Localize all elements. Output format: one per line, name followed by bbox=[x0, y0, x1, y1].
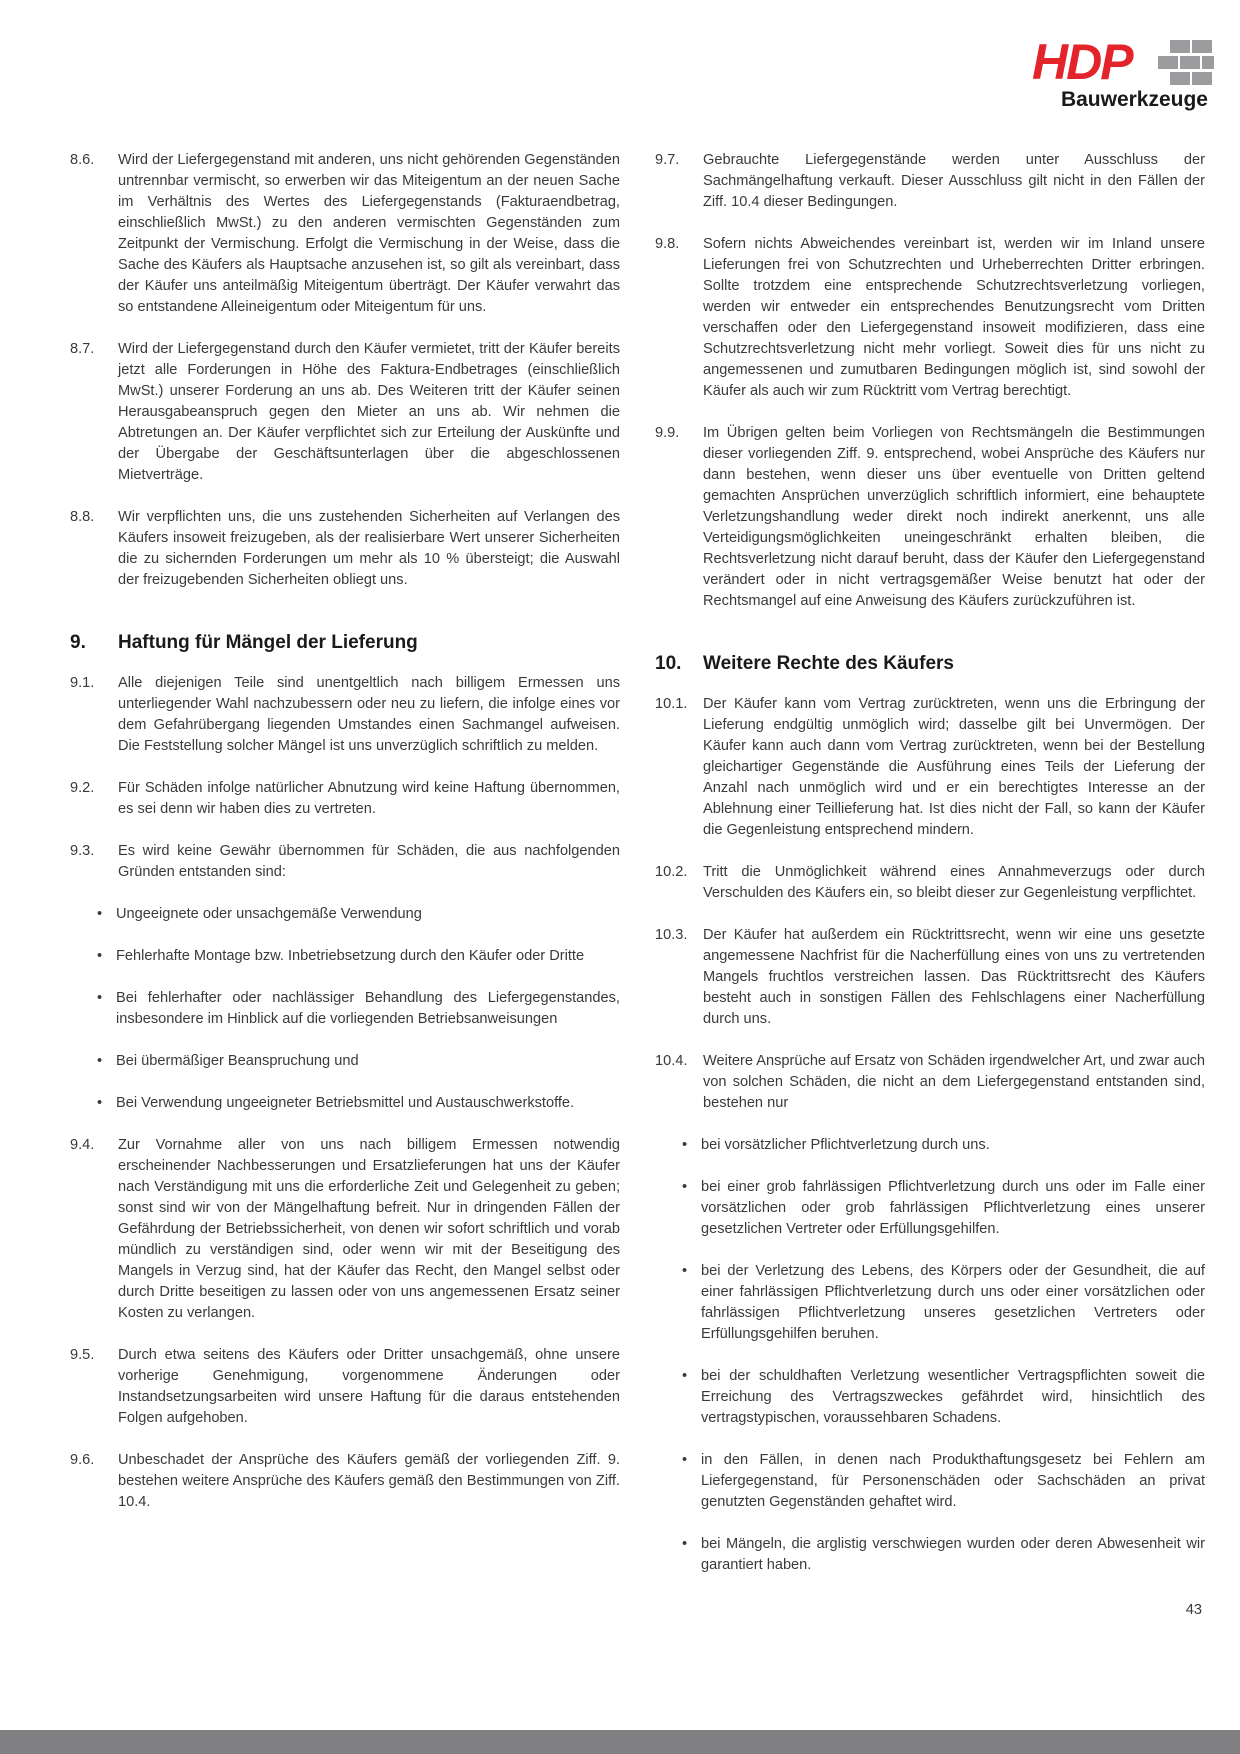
bullet-icon: • bbox=[682, 1452, 688, 1468]
clause-text: Im Übrigen gelten beim Vorliegen von Rechtsmängeln die Bestimmungen dieser vorliegenden Ziff. 9. entsprechend, wobei Ansprüche des Käufers nur dann bestehen, wenn dieser uns über eventuelle von Dritten geltend gemachten Ansprüchen unverzüglich schriftlich informiert, eine behauptete Verletzungshandlung weder direkt noch indirekt anerkennt, uns alle Verteidigungsmöglichkeiten uneingeschränkt erhalten bleiben, die Rechtsverletzung nicht darauf beruht, dass der Käufer den Liefergegenstand verändert oder in nicht vertragsgemäßer Weise benutzt hat oder der Rechtsmangel auf eine Anweisung des Käufers zurückzuführen ist. bbox=[703, 425, 1205, 609]
clause-9-4 bbox=[70, 1135, 620, 1324]
clause-10-3 bbox=[655, 925, 1205, 1030]
clause-text: Durch etwa seitens des Käufers oder Dritter unsachgemäß, ohne unsere vorherige Genehmigung, vorgenommene Änderungen oder Instandsetzungsarbeiten wird unsere Haftung für die daraus entstehenden Folgen aufgehoben. bbox=[118, 1347, 620, 1426]
clause-text: Der Käufer kann vom Vertrag zurücktreten, wenn uns die Erbringung der Lieferung endgültig unmöglich wird; dasselbe gilt bei Unvermögen. Der Käufer kann auch dann vom Vertrag zurücktreten, wenn bei der Bestellung gleichartiger Gegenstände die Ausführung eines Teils der Lieferung der Anzahl nach unmöglich wird und er ein berechtigtes Interesse an der Ablehnung einer Teillieferung hat. Ist dies nicht der Fall, so kann der Käufer die Gegenleistung entsprechend mindern. bbox=[703, 696, 1205, 838]
clause-9-3 bbox=[70, 841, 620, 883]
clause-10-4 bbox=[655, 1051, 1205, 1114]
list-item bbox=[655, 1534, 1205, 1576]
clause-number: 10.1. bbox=[655, 696, 688, 712]
clause-text: Der Käufer hat außerdem ein Rücktrittsrecht, wenn wir eine uns gesetzte angemessene Nachfrist für die Nacherfüllung eines von uns zu vertretenden Mangels fruchtlos verstreichen lassen. Das Rücktrittsrecht des Käufers besteht auch in sonstigen Fällen des Fehlschlagens einer Nacherfüllung durch uns. bbox=[703, 927, 1205, 1027]
bullet-icon: • bbox=[682, 1137, 688, 1153]
clause-text: Zur Vornahme aller von uns nach billigem Ermessen notwendig erscheinender Nachbesserungen und Ersatzlieferungen hat uns der Käufer nach Verständigung mit uns die erforderliche Zeit und Gelegenheit zu geben; sonst sind wir von der Mängelhaftung befreit. Nur in dringenden Fällen der Gefährdung der Betriebssicherheit, von denen wir sofort schriftlich und vorab mündlich zu verständigen sind, oder wenn wir mit der Beseitigung des Mangels in Verzug sind, hat der Käufer das Recht, den Mangel selbst oder durch Dritte beseitigen zu lassen oder von uns angemessenen Ersatz seiner Kosten zu verlangen. bbox=[118, 1137, 620, 1321]
clause-text: Wir verpflichten uns, die uns zustehenden Sicherheiten auf Verlangen des Käufers insoweit freizugeben, als der realisierbare Wert unserer Sicherheiten die zu sichernden Forderungen um mehr als 10 % übersteigt; die Auswahl der freizugebenden Sicherheiten obliegt uns. bbox=[118, 509, 620, 588]
clause-text: Weitere Ansprüche auf Ersatz von Schäden irgendwelcher Art, und zwar auch von solchen Schäden, die nicht an dem Liefergegenstand entstanden sind, bestehen nur bbox=[703, 1053, 1205, 1111]
clause-number: 9.4. bbox=[70, 1137, 95, 1153]
list-item bbox=[655, 1450, 1205, 1513]
clause-8-6 bbox=[70, 150, 620, 318]
bullet-icon: • bbox=[97, 948, 103, 964]
bullet-text: Fehlerhafte Montage bzw. Inbetriebsetzung durch den Käufer oder Dritte bbox=[116, 948, 585, 964]
section-heading-9 bbox=[70, 631, 620, 655]
bullet-icon: • bbox=[97, 1053, 103, 1069]
list-item bbox=[655, 1177, 1205, 1240]
list-item bbox=[655, 1366, 1205, 1429]
clause-number: 9.3. bbox=[70, 843, 95, 859]
bullet-icon: • bbox=[97, 990, 103, 1006]
bullet-icon: • bbox=[682, 1536, 688, 1552]
bullet-text: in den Fällen, in denen nach Produkthaftungsgesetz bei Fehlern am Liefergegenstand, für Personenschäden oder Sachschäden an privat genutzten Gegenständen gehaftet wird. bbox=[701, 1452, 1205, 1510]
clause-9-6 bbox=[70, 1450, 620, 1513]
bullet-icon: • bbox=[97, 906, 103, 922]
clause-9-1 bbox=[70, 673, 620, 757]
clause-text: Tritt die Unmöglichkeit während eines Annahmeverzugs oder durch Verschulden des Käufers ein, so bleibt dieser zur Gegenleistung verpflichtet. bbox=[703, 864, 1205, 901]
clause-text: Alle diejenigen Teile sind unentgeltlich nach billigem Ermessen uns unterliegender Wahl nachzubessern oder neu zu liefern, die infolge eines vor dem Gefahrübergang liegenden Umstandes einen Sachmangel aufweisen. Die Feststellung solcher Mängel ist uns unverzüglich schriftlich zu melden. bbox=[118, 675, 620, 754]
list-item bbox=[70, 904, 620, 925]
bullet-icon: • bbox=[682, 1368, 688, 1384]
clause-number: 10.3. bbox=[655, 927, 688, 943]
clause-number: 8.6. bbox=[70, 152, 95, 168]
clause-9-5 bbox=[70, 1345, 620, 1429]
page-number: 43 bbox=[1185, 1602, 1202, 1618]
clause-10-1 bbox=[655, 694, 1205, 841]
clause-number: 10.4. bbox=[655, 1053, 688, 1069]
right-column bbox=[655, 150, 1205, 1597]
clause-number: 9.5. bbox=[70, 1347, 95, 1363]
section-number: 10. bbox=[655, 653, 682, 674]
left-column bbox=[70, 150, 620, 1534]
clause-9-9 bbox=[655, 423, 1205, 612]
clause-text: Für Schäden infolge natürlicher Abnutzung wird keine Haftung übernommen, es sei denn wir haben dies zu vertreten. bbox=[118, 780, 620, 817]
list-item bbox=[70, 946, 620, 967]
bullet-icon: • bbox=[682, 1263, 688, 1279]
bullet-text: bei der Verletzung des Lebens, des Körpers oder der Gesundheit, die auf einer fahrlässigen Pflichtverletzung durch uns oder einer vorsätzlichen oder fahrlässigen Pflichtverletzung unseres gesetzlichen Vertreters oder Erfüllungsgehilfen beruhen. bbox=[701, 1263, 1205, 1342]
clause-9-7 bbox=[655, 150, 1205, 213]
clause-text: Unbeschadet der Ansprüche des Käufers gemäß der vorliegenden Ziff. 9. bestehen weitere Ansprüche des Käufers gemäß den Bestimmungen von Ziff. 10.4. bbox=[118, 1452, 620, 1510]
bullet-icon: • bbox=[682, 1179, 688, 1195]
bullet-text: bei Mängeln, die arglistig verschwiegen wurden oder deren Abwesenheit wir garantiert haben. bbox=[701, 1536, 1205, 1573]
clause-text: Sofern nichts Abweichendes vereinbart ist, werden wir im Inland unsere Lieferungen frei von Schutzrechten und Urheberrechten Dritter erbringen. Sollte trotzdem eine entsprechende Schutzrechtsverletzung vorliegen, werden wir entweder ein entsprechendes Benutzungsrecht vom Dritten verschaffen oder den Liefergegenstand insoweit modifizieren, dass eine Schutzrechtsverletzung nicht mehr vorliegt. Soweit dies für uns nicht zu angemessenen und zumutbaren Bedingungen möglich ist, sind sowohl der Käufer als auch wir zum Rücktritt vom Vertrag berechtigt. bbox=[703, 236, 1205, 399]
list-item bbox=[655, 1135, 1205, 1156]
clause-9-2 bbox=[70, 778, 620, 820]
bullet-text: bei vorsätzlicher Pflichtverletzung durch uns. bbox=[701, 1137, 990, 1153]
logo-subtitle: Bauwerkzeuge bbox=[1060, 88, 1208, 111]
bullet-text: bei einer grob fahrlässigen Pflichtverletzung durch uns oder im Falle einer vorsätzlichen oder grob fahrlässigen Pflichtverletzung eines unserer gesetzlichen Vertreter oder Erfüllungsgehilfen. bbox=[701, 1179, 1205, 1237]
bullet-list-10-4 bbox=[655, 1135, 1205, 1576]
clause-text: Es wird keine Gewähr übernommen für Schäden, die aus nachfolgenden Gründen entstanden sind: bbox=[118, 843, 620, 880]
clause-number: 8.8. bbox=[70, 509, 95, 525]
list-item bbox=[655, 1261, 1205, 1345]
section-number: 9. bbox=[70, 632, 86, 653]
clause-number: 10.2. bbox=[655, 864, 688, 880]
bullet-text: Bei fehlerhafter oder nachlässiger Behandlung des Liefergegenstandes, insbesondere im Hinblick auf die vorliegenden Betriebsanweisungen bbox=[116, 990, 620, 1027]
clause-8-7 bbox=[70, 339, 620, 486]
hdp-logo bbox=[1028, 34, 1208, 120]
clause-number: 8.7. bbox=[70, 341, 95, 357]
clause-text: Gebrauchte Liefergegenstände werden unter Ausschluss der Sachmängelhaftung verkauft. Dieser Ausschluss gilt nicht in den Fällen der Ziff. 10.4 dieser Bedingungen. bbox=[703, 152, 1205, 210]
bullet-text: Bei Verwendung ungeeigneter Betriebsmittel und Austauschwerkstoffe. bbox=[116, 1095, 575, 1111]
clauses-8 bbox=[70, 150, 620, 591]
footer-bar bbox=[0, 1730, 1240, 1754]
list-item bbox=[70, 1093, 620, 1114]
brick-wall-icon bbox=[1156, 40, 1214, 86]
section-title: Haftung für Mängel der Lieferung bbox=[118, 632, 418, 653]
clause-10-2 bbox=[655, 862, 1205, 904]
clause-number: 9.1. bbox=[70, 675, 95, 691]
clause-number: 9.7. bbox=[655, 152, 680, 168]
bullet-icon: • bbox=[97, 1095, 103, 1111]
list-item bbox=[70, 1051, 620, 1072]
clause-number: 9.6. bbox=[70, 1452, 95, 1468]
bullet-list-9-3 bbox=[70, 904, 620, 1114]
bullet-text: Ungeeignete oder unsachgemäße Verwendung bbox=[116, 906, 422, 922]
bullet-text: Bei übermäßiger Beanspruchung und bbox=[116, 1053, 359, 1069]
clause-number: 9.2. bbox=[70, 780, 95, 796]
section-title: Weitere Rechte des Käufers bbox=[703, 653, 954, 674]
clause-text: Wird der Liefergegenstand durch den Käufer vermietet, tritt der Käufer bereits jetzt alle Forderungen in Höhe des Faktura-Endbetrages (einschließlich MwSt.) unserer Forderung an uns ab. Des Weiteren tritt der Käufer seinen Herausgabeanspruch gegen den Mieter an uns ab. Wir nehmen die Abtretungen an. Der Käufer verpflichtet sich zur Erteilung der Auskünfte und der Übergabe der Geschäftsunterlagen über die abgeschlossenen Mietverträge. bbox=[118, 341, 620, 483]
section-heading-10 bbox=[655, 652, 1205, 676]
clause-9-8 bbox=[655, 234, 1205, 402]
clause-text: Wird der Liefergegenstand mit anderen, uns nicht gehörenden Gegenständen untrennbar vermischt, so erwerben wir das Miteigentum an der neuen Sache im Verhältnis des Wertes des Liefergegenstands (Fakturaendbetrag, einschließlich MwSt.) zu den anderen vermischten Gegenständen zum Zeitpunkt der Vermischung. Erfolgt die Vermischung in der Weise, dass die Sache des Käufers als Hauptsache anzusehen ist, so gilt als vereinbart, dass der Käufer uns anteilmäßig Miteigentum überträgt. Der Käufer verwahrt das so entstandene Alleineigentum oder Miteigentum für uns. bbox=[118, 152, 620, 315]
bullet-text: bei der schuldhaften Verletzung wesentlicher Vertragspflichten soweit die Erreichung des Vertragszweckes gefährdet wird, hinsichtlich des vertragstypischen, voraussehbaren Schadens. bbox=[701, 1368, 1205, 1426]
clause-number: 9.8. bbox=[655, 236, 680, 252]
logo-wordmark: HDP bbox=[1032, 34, 1132, 90]
clause-8-8 bbox=[70, 507, 620, 591]
clause-number: 9.9. bbox=[655, 425, 680, 441]
list-item bbox=[70, 988, 620, 1030]
